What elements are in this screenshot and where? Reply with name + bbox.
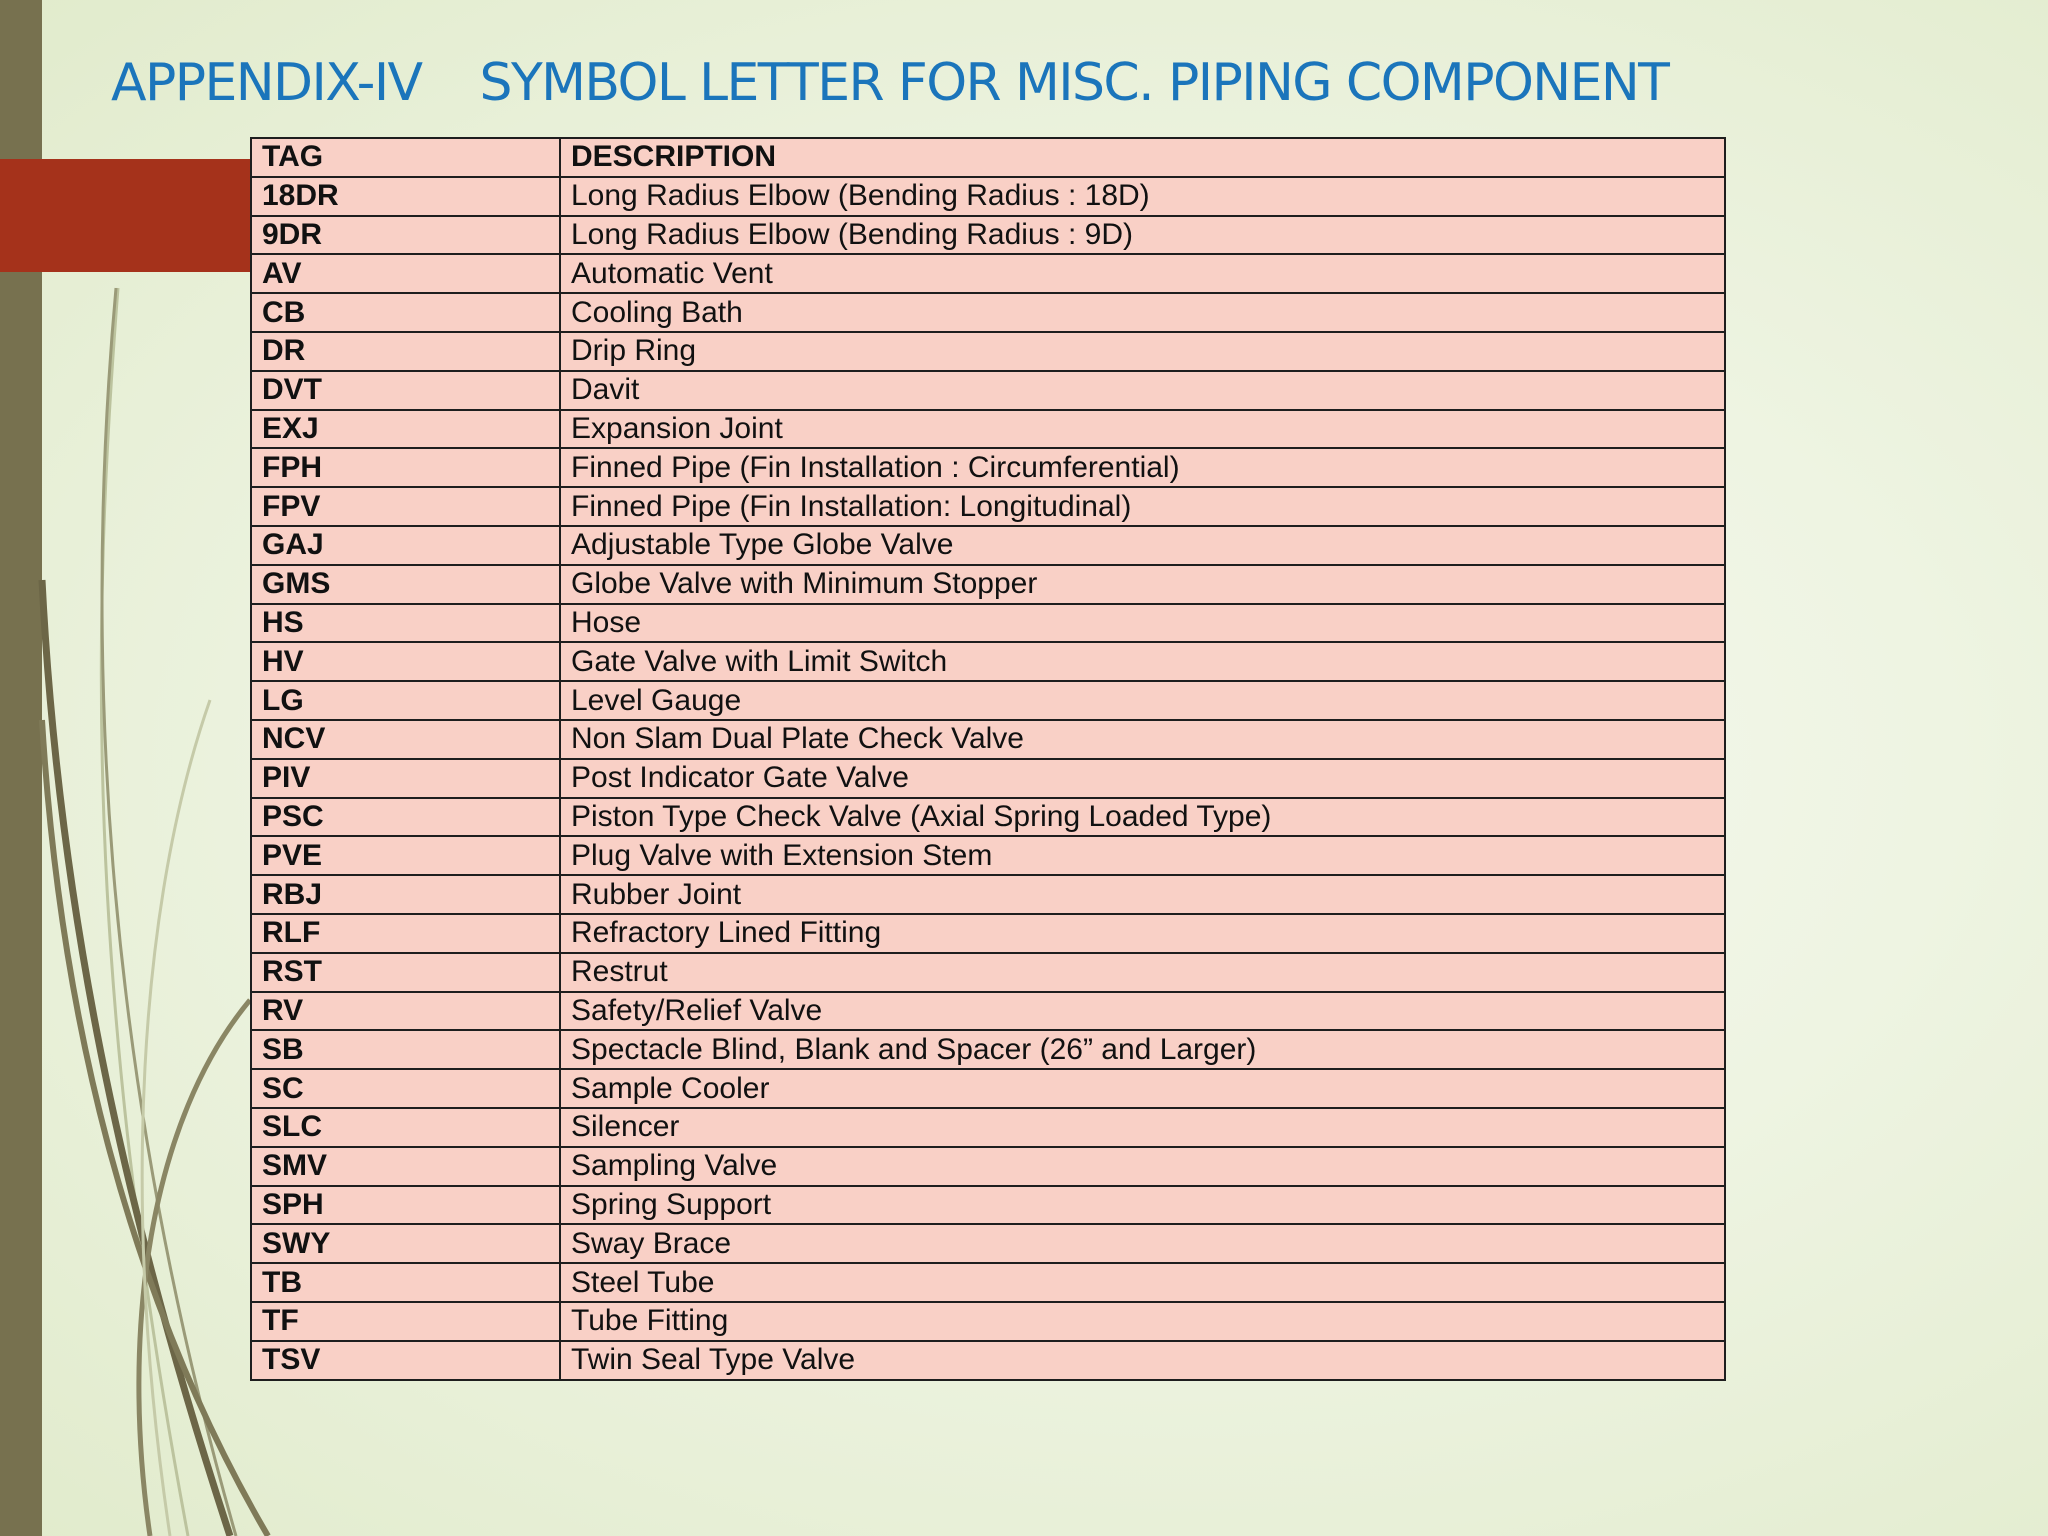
table-row bbox=[251, 216, 1725, 255]
description-cell: Adjustable Type Globe Valve bbox=[560, 526, 1725, 565]
tag-cell: SLC bbox=[251, 1108, 560, 1147]
description-cell: Globe Valve with Minimum Stopper bbox=[560, 565, 1725, 604]
table-row bbox=[251, 565, 1725, 604]
tag-cell: GMS bbox=[251, 565, 560, 604]
table-row bbox=[251, 410, 1725, 449]
table-header-row bbox=[251, 138, 1725, 177]
tag-cell: RBJ bbox=[251, 875, 560, 914]
description-cell: Automatic Vent bbox=[560, 254, 1725, 293]
table-row bbox=[251, 526, 1725, 565]
table-row bbox=[251, 293, 1725, 332]
tag-cell: PVE bbox=[251, 836, 560, 875]
tag-cell: LG bbox=[251, 681, 560, 720]
table-row bbox=[251, 487, 1725, 526]
symbol-table bbox=[250, 137, 1726, 1381]
table-row bbox=[251, 1224, 1725, 1263]
title-appendix: APPENDIX-IV bbox=[111, 53, 422, 113]
table-row bbox=[251, 332, 1725, 371]
tag-cell: SMV bbox=[251, 1147, 560, 1186]
table-row bbox=[251, 1302, 1725, 1341]
table-row bbox=[251, 371, 1725, 410]
table-row bbox=[251, 254, 1725, 293]
tag-cell: GAJ bbox=[251, 526, 560, 565]
column-header-description: DESCRIPTION bbox=[560, 138, 1725, 177]
description-cell: Gate Valve with Limit Switch bbox=[560, 642, 1725, 681]
table-row bbox=[251, 759, 1725, 798]
description-cell: Cooling Bath bbox=[560, 293, 1725, 332]
tag-cell: RLF bbox=[251, 914, 560, 953]
table-row bbox=[251, 992, 1725, 1031]
tag-cell: HV bbox=[251, 642, 560, 681]
tag-cell: PIV bbox=[251, 759, 560, 798]
description-cell: Safety/Relief Valve bbox=[560, 992, 1725, 1031]
table-row bbox=[251, 1263, 1725, 1302]
tag-cell: SB bbox=[251, 1030, 560, 1069]
tag-cell: TB bbox=[251, 1263, 560, 1302]
table-row bbox=[251, 604, 1725, 643]
description-cell: Drip Ring bbox=[560, 332, 1725, 371]
table-row bbox=[251, 1147, 1725, 1186]
table-row bbox=[251, 720, 1725, 759]
tag-cell: CB bbox=[251, 293, 560, 332]
description-cell: Davit bbox=[560, 371, 1725, 410]
description-cell: Tube Fitting bbox=[560, 1302, 1725, 1341]
table-row bbox=[251, 1108, 1725, 1147]
description-cell: Piston Type Check Valve (Axial Spring Loaded Type) bbox=[560, 798, 1725, 837]
description-cell: Hose bbox=[560, 604, 1725, 643]
tag-cell: SPH bbox=[251, 1186, 560, 1225]
description-cell: Spring Support bbox=[560, 1186, 1725, 1225]
tag-cell: DR bbox=[251, 332, 560, 371]
tag-cell: EXJ bbox=[251, 410, 560, 449]
table-row bbox=[251, 1030, 1725, 1069]
tag-cell: SC bbox=[251, 1069, 560, 1108]
tag-cell: TF bbox=[251, 1302, 560, 1341]
description-cell: Non Slam Dual Plate Check Valve bbox=[560, 720, 1725, 759]
tag-cell: DVT bbox=[251, 371, 560, 410]
table-row bbox=[251, 1069, 1725, 1108]
table-row bbox=[251, 642, 1725, 681]
tag-cell: FPV bbox=[251, 487, 560, 526]
description-cell: Silencer bbox=[560, 1108, 1725, 1147]
tag-cell: FPH bbox=[251, 448, 560, 487]
table-row bbox=[251, 914, 1725, 953]
description-cell: Level Gauge bbox=[560, 681, 1725, 720]
tag-cell: SWY bbox=[251, 1224, 560, 1263]
table-body bbox=[251, 177, 1725, 1380]
title-subject: SYMBOL LETTER FOR MISC. PIPING COMPONENT bbox=[479, 53, 1669, 113]
table-row bbox=[251, 177, 1725, 216]
description-cell: Sample Cooler bbox=[560, 1069, 1725, 1108]
description-cell: Steel Tube bbox=[560, 1263, 1725, 1302]
tag-cell: PSC bbox=[251, 798, 560, 837]
description-cell: Long Radius Elbow (Bending Radius : 9D) bbox=[560, 216, 1725, 255]
tag-cell: TSV bbox=[251, 1341, 560, 1380]
tag-cell: 9DR bbox=[251, 216, 560, 255]
table-row bbox=[251, 953, 1725, 992]
table-row bbox=[251, 448, 1725, 487]
description-cell: Long Radius Elbow (Bending Radius : 18D) bbox=[560, 177, 1725, 216]
description-cell: Restrut bbox=[560, 953, 1725, 992]
tag-cell: NCV bbox=[251, 720, 560, 759]
table-row bbox=[251, 1341, 1725, 1380]
table-row bbox=[251, 798, 1725, 837]
description-cell: Finned Pipe (Fin Installation : Circumferential) bbox=[560, 448, 1725, 487]
description-cell: Finned Pipe (Fin Installation: Longitudinal) bbox=[560, 487, 1725, 526]
table-row bbox=[251, 1186, 1725, 1225]
description-cell: Rubber Joint bbox=[560, 875, 1725, 914]
page-title bbox=[111, 48, 1668, 118]
description-cell: Expansion Joint bbox=[560, 410, 1725, 449]
description-cell: Sway Brace bbox=[560, 1224, 1725, 1263]
tag-cell: AV bbox=[251, 254, 560, 293]
description-cell: Post Indicator Gate Valve bbox=[560, 759, 1725, 798]
description-cell: Sampling Valve bbox=[560, 1147, 1725, 1186]
description-cell: Plug Valve with Extension Stem bbox=[560, 836, 1725, 875]
table-row bbox=[251, 875, 1725, 914]
description-cell: Refractory Lined Fitting bbox=[560, 914, 1725, 953]
tag-cell: RST bbox=[251, 953, 560, 992]
description-cell: Spectacle Blind, Blank and Spacer (26” and Larger) bbox=[560, 1030, 1725, 1069]
column-header-tag: TAG bbox=[251, 138, 560, 177]
table-row bbox=[251, 681, 1725, 720]
tag-cell: HS bbox=[251, 604, 560, 643]
description-cell: Twin Seal Type Valve bbox=[560, 1341, 1725, 1380]
tag-cell: RV bbox=[251, 992, 560, 1031]
table-row bbox=[251, 836, 1725, 875]
tag-cell: 18DR bbox=[251, 177, 560, 216]
